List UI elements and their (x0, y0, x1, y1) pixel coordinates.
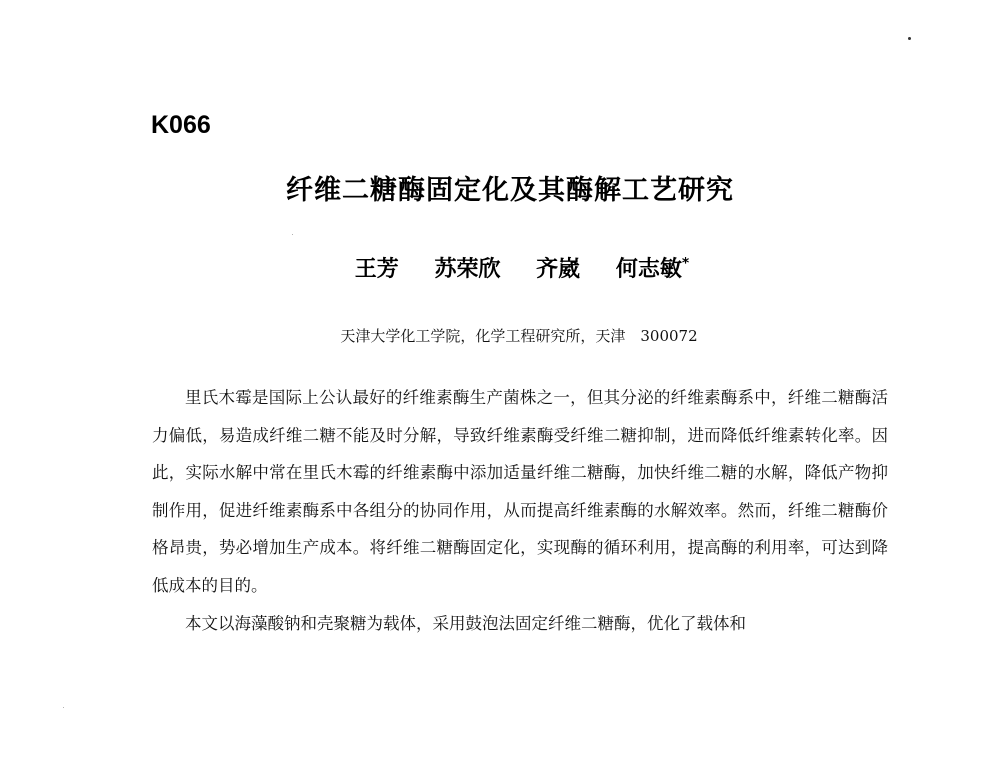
affiliation: 天津大学化工学院，化学工程研究所，天津 300072 (340, 327, 698, 345)
author-name: 王芳 (354, 257, 399, 282)
corresponding-author-mark: * (681, 255, 690, 272)
body-paragraph: 里氏木霉是国际上公认最好的纤维素酶生产菌株之一，但其分泌的纤维素酶系中，纤维二糖酶活力偏低，易造成纤维二糖不能及时分解，导致纤维素酶受纤维二糖抑制，进而降低纤维素转化率。因此，实际水解中常在里氏木霉的纤维素酶中添加适量纤维二糖酶，加快纤维二糖的水解，降低产物抑制作用，促进纤维素酶系中各组分的协同作用，从而提高纤维素酶的水解效率。然而，纤维二糖酶价格昂贵，势必增加生产成本。将纤维二糖酶固定化，实现酶的循环利用，提高酶的利用率，可达到降低成本的目的。 (152, 388, 888, 595)
paper-code: K066 (151, 111, 211, 139)
paper-body (152, 379, 888, 642)
paper-title: 纤维二糖酶固定化及其酶解工艺研究 (286, 175, 734, 206)
author (536, 252, 580, 283)
author (616, 252, 689, 283)
scan-speck (292, 234, 293, 235)
author-name: 齐崴 (536, 257, 581, 282)
author (434, 252, 500, 283)
scan-speck (63, 707, 64, 708)
author-name: 何志敏 (615, 257, 682, 282)
scan-speck (908, 37, 911, 40)
author (355, 252, 399, 283)
body-paragraph: 本文以海藻酸钠和壳聚糖为载体，采用鼓泡法固定纤维二糖酶，优化了载体和 (185, 613, 746, 633)
author-name: 苏荣欣 (434, 257, 501, 282)
author-list (0, 252, 1000, 283)
